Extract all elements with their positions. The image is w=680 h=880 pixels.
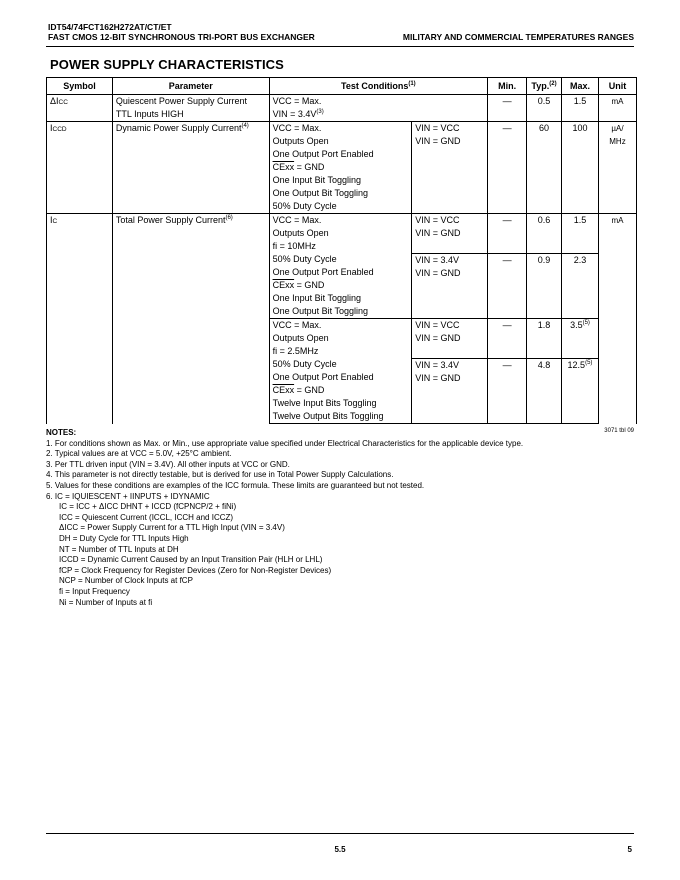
- parameter-cell: [112, 214, 269, 424]
- condition-text: One Input Bit Toggling: [272, 293, 361, 303]
- condition-text: VIN = 3.4V: [272, 109, 317, 119]
- condition-text: 50% Duty Cycle: [272, 359, 337, 369]
- formula-line: NCP = Number of Clock Inputs at fCP: [59, 576, 193, 586]
- vin-text: VIN = GND: [415, 136, 461, 146]
- parameter-text: Total Power Supply Current: [115, 215, 226, 225]
- unit-text: MHz: [609, 137, 626, 146]
- condition-text: VCC = Max.: [272, 96, 322, 106]
- note-ref: (5): [582, 320, 590, 326]
- note-ref: (3): [316, 109, 324, 115]
- col-test-conditions-label: Test Conditions: [341, 81, 409, 91]
- formula-line: fi = Input Frequency: [59, 586, 130, 596]
- col-min: Min.: [488, 78, 527, 95]
- max-cell: 1.5: [562, 95, 599, 122]
- parameter-cell: [112, 95, 269, 122]
- formula-line: NT = Number of TTL Inputs at DH: [59, 544, 179, 554]
- formula-line: IC = ICC + ΔICC DHNT + ICCD (fCPNCP/2 + fiNi): [59, 502, 237, 512]
- condition-text: 50% Duty Cycle: [272, 201, 337, 211]
- unit-cell: mA: [598, 95, 636, 122]
- parameter-text: Dynamic Power Supply Current: [115, 123, 242, 133]
- temperature-range: MILITARY AND COMMERCIAL TEMPERATURES RANGES: [402, 32, 634, 42]
- table-row: [47, 95, 637, 122]
- note-item: 2. Typical values are at VCC = 5.0V, +25°C ambient.: [46, 449, 232, 459]
- note-ref: (4): [241, 123, 249, 129]
- unit-text: µA/: [611, 124, 624, 133]
- condition-cell: [269, 95, 488, 122]
- typ-cell: 60: [527, 122, 562, 214]
- condition-text: CExx: [272, 280, 295, 290]
- vin-text: VIN = VCC: [415, 215, 460, 225]
- symbol: I: [50, 215, 53, 225]
- vin-cell: [412, 319, 488, 359]
- formula-line: fCP = Clock Frequency for Register Devices (Zero for Non-Register Devices): [59, 565, 332, 575]
- condition-text: Outputs Open: [272, 136, 329, 146]
- col-typ-label: Typ.: [531, 81, 550, 91]
- parameter-cell: [112, 122, 269, 214]
- note-ref: (2): [549, 81, 557, 87]
- symbol-subscript: CC: [58, 99, 68, 106]
- parameter-text: Quiescent Power Supply Current: [115, 96, 247, 106]
- max-cell: 2.3: [562, 253, 599, 319]
- unit-cell: [598, 122, 636, 214]
- condition-text: One Input Bit Toggling: [272, 175, 361, 185]
- note-item: 1. For conditions shown as Max. or Min., use appropriate value specified under Electrical Characteristics for the applicable device type.: [46, 438, 524, 448]
- condition-text: One Output Bit Toggling: [272, 306, 368, 316]
- symbol-subscript: CCD: [52, 126, 67, 133]
- symbol: I: [50, 123, 53, 133]
- condition-text: VCC = Max.: [272, 320, 322, 330]
- note-item: 3. Per TTL driven input (VIN = 3.4V). All other inputs at VCC or GND.: [46, 459, 290, 469]
- condition-cell: [269, 319, 412, 359]
- max-cell: [562, 358, 599, 424]
- note-ref: (1): [408, 81, 416, 87]
- condition-text: Outputs Open: [272, 228, 329, 238]
- symbol-cell: [47, 95, 113, 122]
- note-item: 4. This parameter is not directly testable, but is derived for use in Total Power Supply Calculations.: [46, 470, 394, 480]
- table-row: [47, 122, 637, 214]
- vin-text: VIN = VCC: [415, 123, 460, 133]
- formula-line: ICCD = Dynamic Current Caused by an Input Transition Pair (HLH or LHL): [59, 555, 323, 565]
- table-reference: 3071 tbl 09: [604, 428, 634, 434]
- typ-cell: 0.5: [527, 95, 562, 122]
- col-parameter: Parameter: [112, 78, 269, 95]
- parameter-text: TTL Inputs HIGH: [115, 109, 184, 119]
- condition-text: CExx: [272, 162, 295, 172]
- symbol: ΔI: [50, 96, 59, 106]
- condition-text: One Output Bit Toggling: [272, 188, 368, 198]
- col-max: Max.: [562, 78, 599, 95]
- symbol-cell: [47, 122, 113, 214]
- vin-cell: [412, 358, 488, 424]
- part-number: IDT54/74FCT162H272AT/CT/ET: [48, 22, 172, 32]
- header-part: [48, 22, 315, 42]
- condition-text: One Output Port Enabled: [272, 267, 374, 277]
- col-typ: [527, 78, 562, 95]
- unit-cell: mA: [598, 214, 636, 424]
- typ-cell: 0.6: [527, 214, 562, 254]
- condition-text: fi = 2.5MHz: [272, 346, 319, 356]
- condition-text: = GND: [294, 280, 325, 290]
- max-value: 12.5: [567, 359, 586, 370]
- note-item: 5. Values for these conditions are examples of the ICC formula. These limits are guaranteed but not tested.: [46, 480, 425, 490]
- note-ref: (6): [225, 215, 233, 221]
- formula-line: ICC = Quiescent Current (ICCL, ICCH and ICCZ): [59, 512, 234, 522]
- min-cell: —: [488, 214, 527, 254]
- footer-divider: [46, 833, 634, 834]
- page-number: 5: [627, 845, 632, 854]
- formula-line: DH = Duty Cycle for TTL Inputs High: [59, 533, 189, 543]
- min-cell: —: [488, 358, 527, 424]
- condition-text: Outputs Open: [272, 333, 329, 343]
- condition-text: Twelve Input Bits Toggling: [272, 398, 377, 408]
- condition-text: VCC = Max.: [272, 123, 322, 133]
- condition-text: fi = 10MHz: [272, 241, 316, 251]
- device-title: FAST CMOS 12-BIT SYNCHRONOUS TRI-PORT BUS EXCHANGER: [48, 32, 315, 42]
- condition-text: VCC = Max.: [272, 215, 322, 225]
- typ-cell: 1.8: [527, 319, 562, 359]
- min-cell: —: [488, 253, 527, 319]
- min-cell: —: [488, 319, 527, 359]
- note-ref: (5): [585, 359, 593, 366]
- symbol-subscript: C: [52, 218, 58, 225]
- condition-text: CExx: [272, 385, 295, 395]
- condition-cell: [269, 214, 412, 254]
- typ-cell: 0.9: [527, 253, 562, 319]
- table-header-row: [47, 78, 637, 95]
- table-row: [47, 214, 637, 254]
- min-cell: —: [488, 122, 527, 214]
- col-test-conditions: [269, 78, 488, 95]
- vin-text: VIN = 3.4V: [415, 359, 460, 370]
- vin-text: VIN = GND: [415, 267, 461, 278]
- section-title: POWER SUPPLY CHARACTERISTICS: [50, 57, 284, 72]
- symbol-cell: [47, 214, 113, 424]
- vin-text: VIN = 3.4V: [415, 254, 460, 265]
- vin-cell: [412, 253, 488, 319]
- note-item: 6. IC = IQUIESCENT + IINPUTS + IDYNAMIC: [46, 491, 210, 501]
- formula-line: ΔICC = Power Supply Current for a TTL High Input (VIN = 3.4V): [59, 523, 285, 533]
- header-divider: [46, 46, 634, 47]
- col-symbol: Symbol: [47, 78, 113, 95]
- power-supply-table: [46, 77, 637, 424]
- max-cell: 1.5: [562, 214, 599, 254]
- formula-line: Ni = Number of Inputs at fi: [59, 597, 153, 607]
- condition-text: One Output Port Enabled: [272, 149, 374, 159]
- notes-heading: NOTES:: [46, 428, 77, 437]
- min-cell: —: [488, 95, 527, 122]
- condition-cell: [269, 122, 412, 214]
- condition-cell: [269, 253, 412, 319]
- col-unit: Unit: [598, 78, 636, 95]
- vin-cell: [412, 214, 488, 254]
- condition-text: = GND: [294, 162, 325, 172]
- vin-text: VIN = VCC: [415, 320, 460, 330]
- max-cell: 100: [562, 122, 599, 214]
- vin-text: VIN = GND: [415, 372, 461, 383]
- vin-cell: [412, 122, 488, 214]
- condition-text: 50% Duty Cycle: [272, 254, 337, 264]
- typ-cell: 4.8: [527, 358, 562, 424]
- footer-section-number: 5.5: [334, 845, 346, 854]
- condition-text: = GND: [294, 385, 325, 395]
- max-value: 3.5: [570, 320, 583, 330]
- vin-text: VIN = GND: [415, 333, 461, 343]
- condition-cell: [269, 358, 412, 424]
- condition-text: One Output Port Enabled: [272, 372, 374, 382]
- vin-text: VIN = GND: [415, 228, 461, 238]
- condition-text: Twelve Output Bits Toggling: [272, 411, 384, 421]
- notes-section: [46, 428, 636, 608]
- max-cell: [562, 319, 599, 359]
